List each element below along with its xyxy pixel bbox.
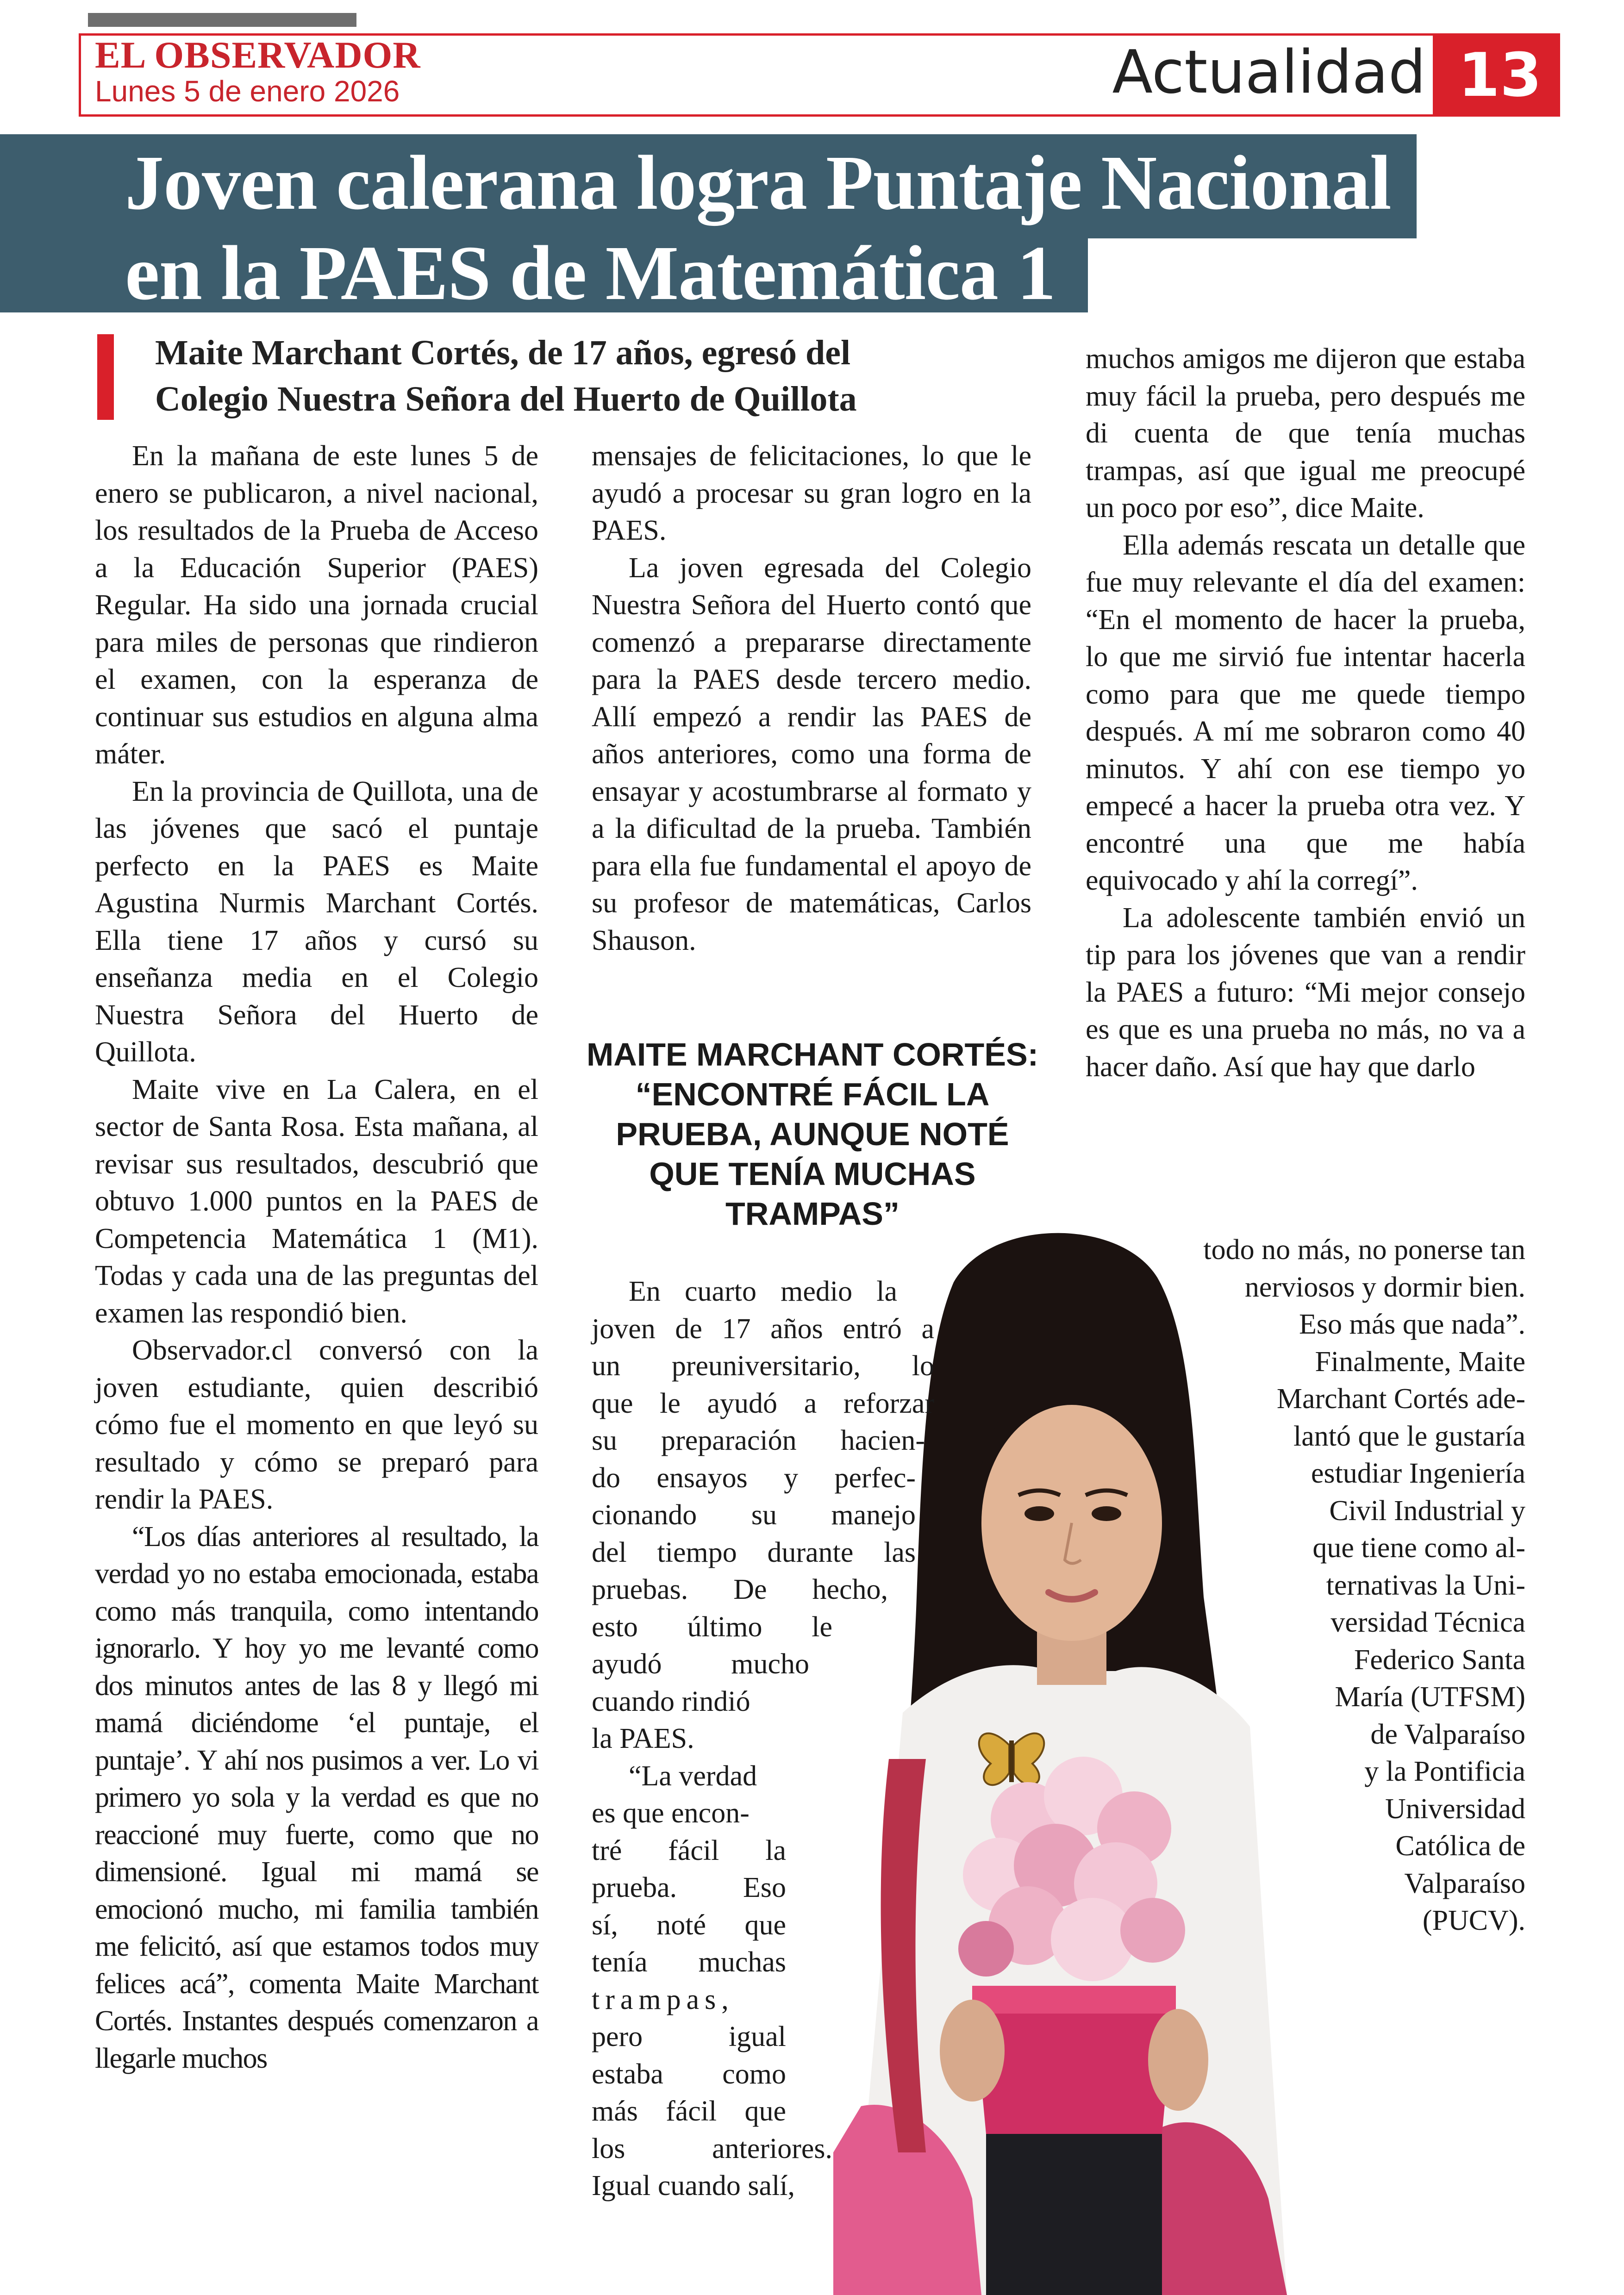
text-line: María (UTFSM): [1335, 1681, 1525, 1713]
text-line: versidad Técnica: [1330, 1607, 1525, 1638]
text-line: prueba. Eso: [592, 1872, 786, 1903]
text-line: joven de 17 años entró a: [592, 1313, 934, 1345]
paragraph: Maite vive en La Calera, en el sector de Santa Rosa. Esta mañana, al revisar sus resultados, descubrió que obtuvo 1.000 puntos en la PAES de Competencia Matemática 1 (M1). Todas y cada una de las preguntas del examen las respondió bien.: [95, 1073, 538, 1329]
text-line: do ensayos y perfec-: [592, 1462, 916, 1494]
header-gray-rule: [88, 13, 356, 27]
section-name: Actualidad: [1112, 38, 1426, 107]
text-line: Civil Industrial y: [1329, 1495, 1525, 1527]
text-line: cuando rindió: [592, 1685, 750, 1717]
page-number: 13: [1458, 40, 1542, 110]
text-line: Marchant Cortés ade-: [1276, 1383, 1525, 1415]
text-line: que tiene como al-: [1312, 1532, 1525, 1564]
paragraph: La adolescente también envió un tip para los jóvenes que van a rendir la PAES a futuro: “Mi mejor consejo es que es una prueba no más, no va a hacer daño. Así que hay que darlo: [1086, 902, 1525, 1083]
text-line: (PUCV).: [1422, 1905, 1525, 1936]
text-line: la PAES.: [592, 1723, 694, 1754]
text-line: de Valparaíso: [1370, 1718, 1525, 1750]
text-line: un preuniversitario, lo: [592, 1350, 934, 1382]
paragraph: En la provincia de Quillota, una de las jóvenes que sacó el puntaje perfecto en la PAES es Maite Agustina Nurmis Marchant Cortés. Ella tiene 17 años y cursó su enseñanza media en el Colegio Nuestra Señora del Huerto de Quillota.: [95, 775, 538, 1068]
text-line: Universidad: [1385, 1793, 1525, 1825]
paragraph: “Los días anteriores al resultado, la verdad yo no estaba emocionada, estaba como más tranquila, como intentando ignorarlo. Y hoy yo me levanté como dos minutos antes de las 8 y llegó mi mamá diciéndome ‘el puntaje, el puntaje’. Y ahí nos pusimos a ver. Lo vi primero yo sola y la verdad es que no reaccioné muy fuerte, como que no dimensioné. Igual mi mamá se emocionó mucho, mi familia también me felicitó, así que estamos todos muy felices acá”, comenta Maite Marchant Cortés. Instantes después comenzaron a llegarle muchos: [95, 1521, 538, 2074]
publication-name: EL OBSERVADOR: [95, 34, 421, 76]
text-line: es que encon-: [592, 1797, 750, 1829]
publication-date: Lunes 5 de enero 2026: [95, 75, 400, 108]
text-line: nerviosos y dormir bien.: [1244, 1271, 1525, 1303]
text-line: y la Pontificia: [1364, 1756, 1525, 1787]
text-line: estaba como: [592, 2058, 786, 2090]
headline-line-1: Joven calerana logra Puntaje Nacional: [125, 140, 1391, 226]
text-line: Finalmente, Maite: [1315, 1346, 1525, 1378]
text-line: Federico Santa: [1354, 1644, 1525, 1676]
text-line: más fácil que: [592, 2095, 786, 2127]
text-line: Católica de: [1395, 1830, 1525, 1862]
text-line: estudiar Ingeniería: [1311, 1458, 1525, 1489]
headline-line-2: en la PAES de Matemática 1: [125, 230, 1056, 316]
paragraph: Observador.cl conversó con la joven estudiante, quien describió cómo fue el momento en que leyó su resultado y cómo se preparó para rendir la PAES.: [95, 1335, 538, 1515]
paragraph: En la mañana de este lunes 5 de enero se publicaron, a nivel nacional, los resultados de la Prueba de Acceso a la Educación Superior (PAES) Regular. Ha sido una jornada crucial para miles de personas que rindieron el examen, con la esperanza de continuar sus estudios en alguna alma máter.: [95, 440, 538, 770]
article-column-2-wrap: [592, 1273, 1045, 2205]
paragraph: muchos amigos me dijeron que estaba muy fácil la prueba, pero después me di cuenta de que tenía muchas trampas, así que igual me preocupé un poco por eso”, dice Maite.: [1086, 343, 1525, 524]
article-column-3-wrap: [1139, 1231, 1525, 1940]
text-line: Valparaíso: [1404, 1867, 1525, 1899]
text-line: cionando su manejo: [592, 1499, 916, 1531]
text-line: tré fácil la: [592, 1834, 786, 1866]
text-line: ayudó mucho: [592, 1648, 809, 1680]
article-column-2: [592, 437, 1031, 959]
subtitle-line-2: Colegio Nuestra Señora del Huerto de Quillota: [155, 380, 857, 418]
text-line: los anteriores.: [592, 2133, 832, 2164]
text-line: Igual cuando salí,: [592, 2170, 795, 2201]
text-line: que le ayudó a reforzar: [592, 1387, 934, 1419]
text-line: todo no más, no ponerse tan: [1203, 1234, 1525, 1266]
article-column-3: [1086, 340, 1525, 1085]
text-line: ternativas la Uni-: [1326, 1569, 1525, 1601]
text-line: esto último le: [592, 1611, 832, 1643]
article-column-1: [95, 437, 538, 2077]
text-line: pero igual: [592, 2021, 786, 2052]
text-line: sí, noté que: [592, 1909, 786, 1941]
paragraph: La joven egresada del Colegio Nuestra Señora del Huerto contó que comenzó a prepararse directamente para la PAES desde tercero medio. Allí empezó a rendir las PAES de años anteriores, como una forma de ensayar y acostumbrarse al formato y a la dificultad de la prueba. También para ella fue fundamental el apoyo de su profesor de matemáticas, Carlos Shauson.: [592, 552, 1031, 956]
text-line: su preparación hacien-: [592, 1425, 925, 1456]
text-line: del tiempo durante las: [592, 1536, 916, 1568]
paragraph: mensajes de felicitaciones, lo que le ayudó a procesar su gran logro en la PAES.: [592, 440, 1031, 546]
text-line: lantó que le gustaría: [1293, 1420, 1525, 1452]
paragraph: Ella además rescata un detalle que fue muy relevante el día del examen: “En el momento de hacer la prueba, lo que me sirvió fue intentar hacerla como para que me quede tiempo después. A mí me sobraron como 40 minutos. Y ahí con ese tiempo yo empecé a hacer la prueba otra vez. Y encontré una que me había equivocado y ahí la corregí”.: [1086, 529, 1525, 896]
subtitle-line-1: Maite Marchant Cortés, de 17 años, egresó del: [155, 333, 851, 372]
text-line: trampas,: [592, 1983, 734, 2015]
text-line: pruebas. De hecho,: [592, 1574, 888, 1605]
text-line: “La verdad: [629, 1760, 757, 1792]
text-line: Eso más que nada”.: [1299, 1309, 1525, 1340]
pull-quote: MAITE MARCHANT CORTÉS: “ENCONTRÉ FÁCIL LA PRUEBA, AUNQUE NOTÉ QUE TENÍA MUCHAS TRAMPAS”: [586, 1036, 1039, 1232]
text-line: En cuarto medio la: [629, 1276, 897, 1307]
text-line: tenía muchas: [592, 1946, 786, 1978]
subtitle: [155, 330, 1035, 422]
subtitle-marker: [97, 334, 114, 420]
